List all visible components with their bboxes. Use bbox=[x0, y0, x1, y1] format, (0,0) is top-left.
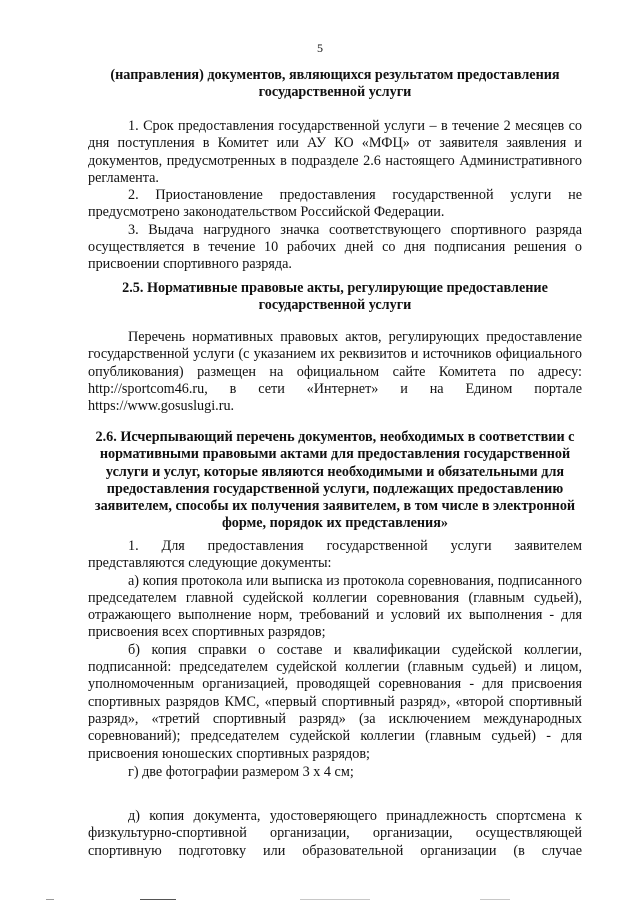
section-2-6-body bbox=[88, 538, 582, 763]
scan-artifact-mark bbox=[46, 899, 54, 900]
section-2-4-body bbox=[88, 118, 582, 274]
scan-artifact-mark bbox=[300, 899, 370, 900]
scan-artifact-mark bbox=[140, 899, 176, 900]
section-2-5-heading: 2.5. Нормативные правовые акты, регулирующие предоставление государственной услуги bbox=[122, 280, 548, 314]
paragraph-term: 1. Срок предоставления государственной услуги – в течение 2 месяцев со дня поступления в Комитет или АУ КО «МФЦ» от заявителя заявления и документов, предусмотренных в подразделе 2.6 настоящего Административного регламента. bbox=[88, 118, 582, 186]
paragraph-suspension: 2. Приостановление предоставления государственной услуги не предусмотрено законодательством Российской Федерации. bbox=[88, 187, 582, 221]
paragraph-item-d: д) копия документа, удостоверяющего принадлежность спортсмена к физкультурно-спортивной организации, организации, осуществляющей спортивную подготовку или образовательной организации (в случае bbox=[88, 808, 582, 859]
section-2-4-heading-continuation: (направления) документов, являющихся результатом предоставления государственной услуги bbox=[110, 67, 560, 101]
section-2-6-item-d bbox=[88, 808, 582, 860]
paragraph-item-a: а) копия протокола или выписка из протокола соревнования, подписанного председателем главной судейской коллегии соревнования (главным судьей), отражающего выполнение норм, требований и условий их выполнения - для присвоения всех спортивных разрядов; bbox=[88, 572, 582, 641]
section-2-5-body bbox=[88, 329, 582, 415]
paragraph-item-b: б) копия справки о составе и квалификации судейской коллегии, подписанной: председателем судейской коллегии (главным судьей) и лицом, уполномоченным организацией, проводящей соревнования - для присвоения спортивных разрядов КМС, «первый спортивный разряд», «второй спортивный разряд», «третий спортивный разряд» (за исключением международных соревнований); председателем судейской коллегии (главным судьей) - для присвоения юношеских спортивных разрядов; bbox=[88, 641, 582, 762]
paragraph-legal-acts: Перечень нормативных правовых актов, регулирующих предоставление государственной услуги (с указанием их реквизитов и источников официального опубликования) размещен на официальном сайте Комитета по адресу: http://sportcom46.ru, в сети «Интернет» и на Едином портале https://www.gosuslugi.ru. bbox=[88, 329, 582, 415]
scan-artifact-mark bbox=[480, 899, 510, 900]
paragraph-documents-intro: 1. Для предоставления государственной услуги заявителем представляются следующие документы: bbox=[88, 538, 582, 572]
section-2-6-heading: 2.6. Исчерпывающий перечень документов, необходимых в соответствии с нормативными правовыми актами для предоставления государственной услуги и услуг, которые являются необходимыми и обязательными для предоставления государственной услуги, подлежащих предоставлению заявителем, способы их получения заявителем, в том числе в электронной форме, порядок их представления» bbox=[94, 429, 576, 532]
paragraph-badge-issue: 3. Выдача нагрудного значка соответствующего спортивного разряда осуществляется в течение 10 рабочих дней со дня подписания решения о присвоении спортивного разряда. bbox=[88, 221, 582, 273]
paragraph-item-g: г) две фотографии размером 3 х 4 см; bbox=[128, 764, 354, 780]
section-2-6-item-g bbox=[88, 764, 582, 781]
page-number: 5 bbox=[317, 41, 323, 55]
